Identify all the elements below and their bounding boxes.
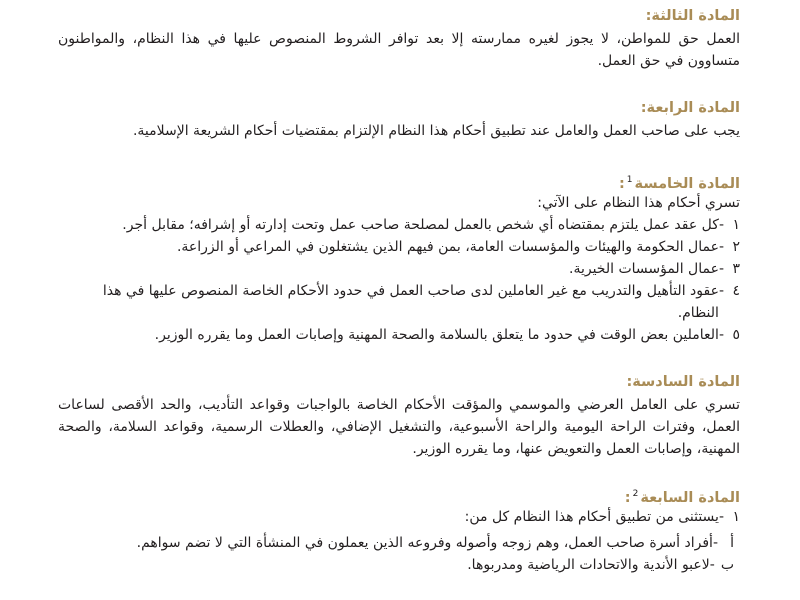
article-7 xyxy=(58,484,740,573)
sub-list-item-dash: - xyxy=(712,535,718,551)
list-item-number: ١ xyxy=(732,217,740,233)
list-item xyxy=(58,324,740,346)
sub-list-item xyxy=(58,554,734,573)
list-item-dash: - xyxy=(718,509,724,525)
article-5-title-colon: : xyxy=(618,175,625,192)
article-4-title: المادة الرابعة: xyxy=(640,100,740,116)
article-3 xyxy=(58,6,740,72)
list-item-text: عمال المؤسسات الخيرية. xyxy=(569,261,719,277)
list-item-text: كل عقد عمل يلتزم بمقتضاه أي شخص بالعمل لمصلحة صاحب عمل وتحت إدارته أو إشرافه؛ مقابل أجر. xyxy=(122,217,719,233)
list-item-number: ٢ xyxy=(732,239,740,255)
article-6-title: المادة السادسة: xyxy=(626,374,740,390)
list-item-text: العاملين بعض الوقت في حدود ما يتعلق بالسلامة والصحة المهنية وإصابات العمل وما يقرره الوزير. xyxy=(154,327,719,343)
sub-list-item-letter: أ xyxy=(730,535,734,551)
list-item xyxy=(58,506,740,528)
list-item-text: يستثنى من تطبيق أحكام هذا النظام كل من: xyxy=(464,509,719,525)
article-3-body: العمل حق للمواطن، لا يجوز لغيره ممارسته إلا بعد توافر الشروط المنصوص عليها في هذا النظام، والمواطنون متساوون في حق العمل. xyxy=(58,31,740,69)
list-item-number: ٥ xyxy=(732,327,740,343)
article-7-title xyxy=(58,484,740,506)
article-7-footnote-marker: 2 xyxy=(632,489,639,499)
article-5-footnote-marker: 1 xyxy=(626,175,633,185)
list-item-dash: - xyxy=(718,283,724,299)
article-6 xyxy=(58,372,740,460)
article-4 xyxy=(58,98,740,142)
list-item-dash: - xyxy=(718,217,724,233)
list-item xyxy=(58,280,740,324)
article-5-title-text: المادة الخامسة xyxy=(634,175,740,192)
article-5-list xyxy=(58,214,740,346)
list-item xyxy=(58,236,740,258)
article-3-title: المادة الثالثة: xyxy=(645,8,740,24)
article-5 xyxy=(58,170,740,346)
article-7-list xyxy=(58,506,740,528)
list-item-dash: - xyxy=(718,239,724,255)
sub-list-item-dash: - xyxy=(709,557,715,573)
article-5-title xyxy=(58,170,740,192)
article-6-body: تسري على العامل العرضي والموسمي والمؤقت الأحكام الخاصة بالواجبات وقواعد التأديب، والحد الأقصى لساعات العمل، وفترات الراحة اليومية والراحة الأسبوعية، والتشغيل الإضافي، والعطلات الرسمية، وقواعد السلامة، والصحة المهنية، وإصابات العمل والتعويض عنها، وما يقرره الوزير. xyxy=(58,397,740,457)
list-item xyxy=(58,214,740,236)
list-item-text: عمال الحكومة والهيئات والمؤسسات العامة، بمن فيهم الذين يشتغلون في المراعي أو الزراعة. xyxy=(176,239,719,255)
sub-list-item-text: أفراد أسرة صاحب العمل، وهم زوجه وأصوله وفروعه الذين يعملون في المنشأة التي لا تضم سواهم. xyxy=(136,535,713,551)
article-7-title-colon: : xyxy=(624,489,631,506)
article-7-sub-list xyxy=(58,532,740,573)
sub-list-item-letter: ب xyxy=(720,557,734,573)
list-item xyxy=(58,258,740,280)
list-item-text: عقود التأهيل والتدريب مع غير العاملين لدى صاحب العمل في حدود الأحكام الخاصة المنصوص عليها في هذا النظام. xyxy=(102,283,719,321)
article-4-body: يجب على صاحب العمل والعامل عند تطبيق أحكام هذا النظام الإلتزام بمقتضيات أحكام الشريعة الإسلامية. xyxy=(132,123,740,139)
sub-list-item xyxy=(58,532,734,554)
article-5-intro: تسري أحكام هذا النظام على الآتي: xyxy=(537,195,740,211)
list-item-number: ٣ xyxy=(732,261,740,277)
list-item-dash: - xyxy=(718,261,724,277)
list-item-number: ٤ xyxy=(732,283,740,299)
article-7-title-text: المادة السابعة xyxy=(640,489,740,506)
list-item-dash: - xyxy=(718,327,724,343)
list-item-number: ١ xyxy=(732,509,740,525)
sub-list-item-text: لاعبو الأندية والاتحادات الرياضية ومدربوها. xyxy=(467,557,710,573)
